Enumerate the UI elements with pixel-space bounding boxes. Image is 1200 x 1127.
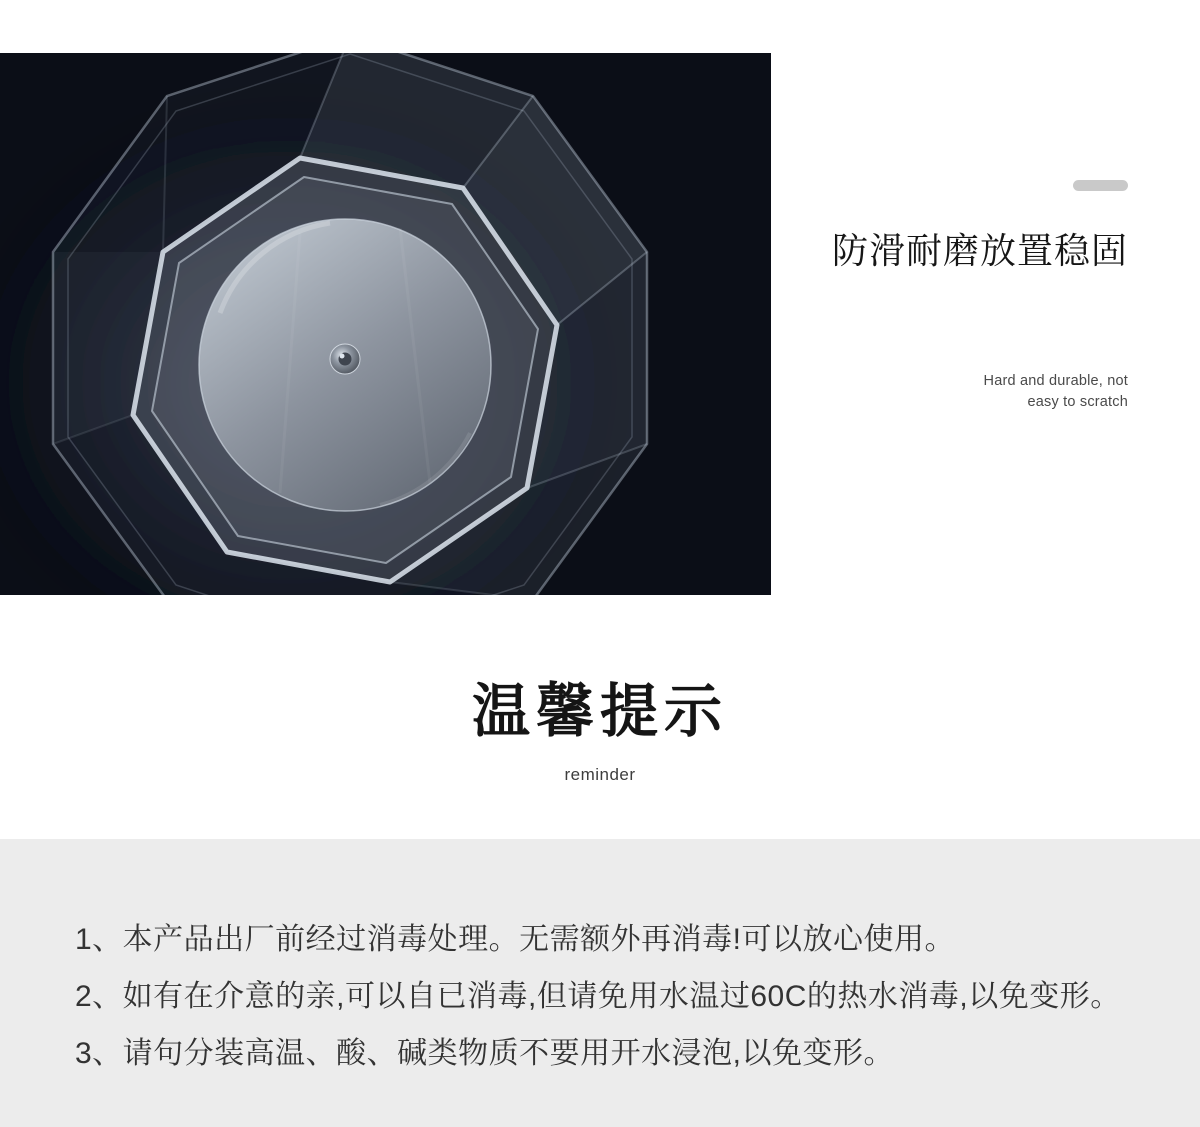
reminder-title: 温馨提示 bbox=[471, 679, 728, 744]
cup-bottom-photo bbox=[0, 53, 771, 595]
feature-subtitle bbox=[788, 371, 1128, 413]
cup-bottom-illustration bbox=[0, 53, 771, 595]
feature-subtitle-line2: easy to scratch bbox=[1027, 394, 1128, 411]
feature-title: 防滑耐磨放置稳固 bbox=[831, 230, 1128, 271]
notes-section bbox=[0, 839, 1200, 1127]
reminder-subtitle: reminder bbox=[564, 765, 636, 784]
feature-subtitle-line1: Hard and durable, not bbox=[983, 373, 1128, 389]
feature-block bbox=[788, 178, 1128, 413]
note-item-3: 3、请句分装高温、酸、碱类物质不要用开水浸泡,以免变形。 bbox=[75, 1037, 895, 1070]
divider-dash bbox=[1073, 180, 1128, 191]
note-item-1: 1、本产品出厂前经过消毒处理。无需额外再消毒!可以放心使用。 bbox=[75, 923, 956, 956]
reminder-block bbox=[0, 664, 1200, 785]
note-item-2: 2、如有在介意的亲,可以自已消毒,但请免用水温过60C的热水消毒,以免变形。 bbox=[75, 980, 1121, 1013]
